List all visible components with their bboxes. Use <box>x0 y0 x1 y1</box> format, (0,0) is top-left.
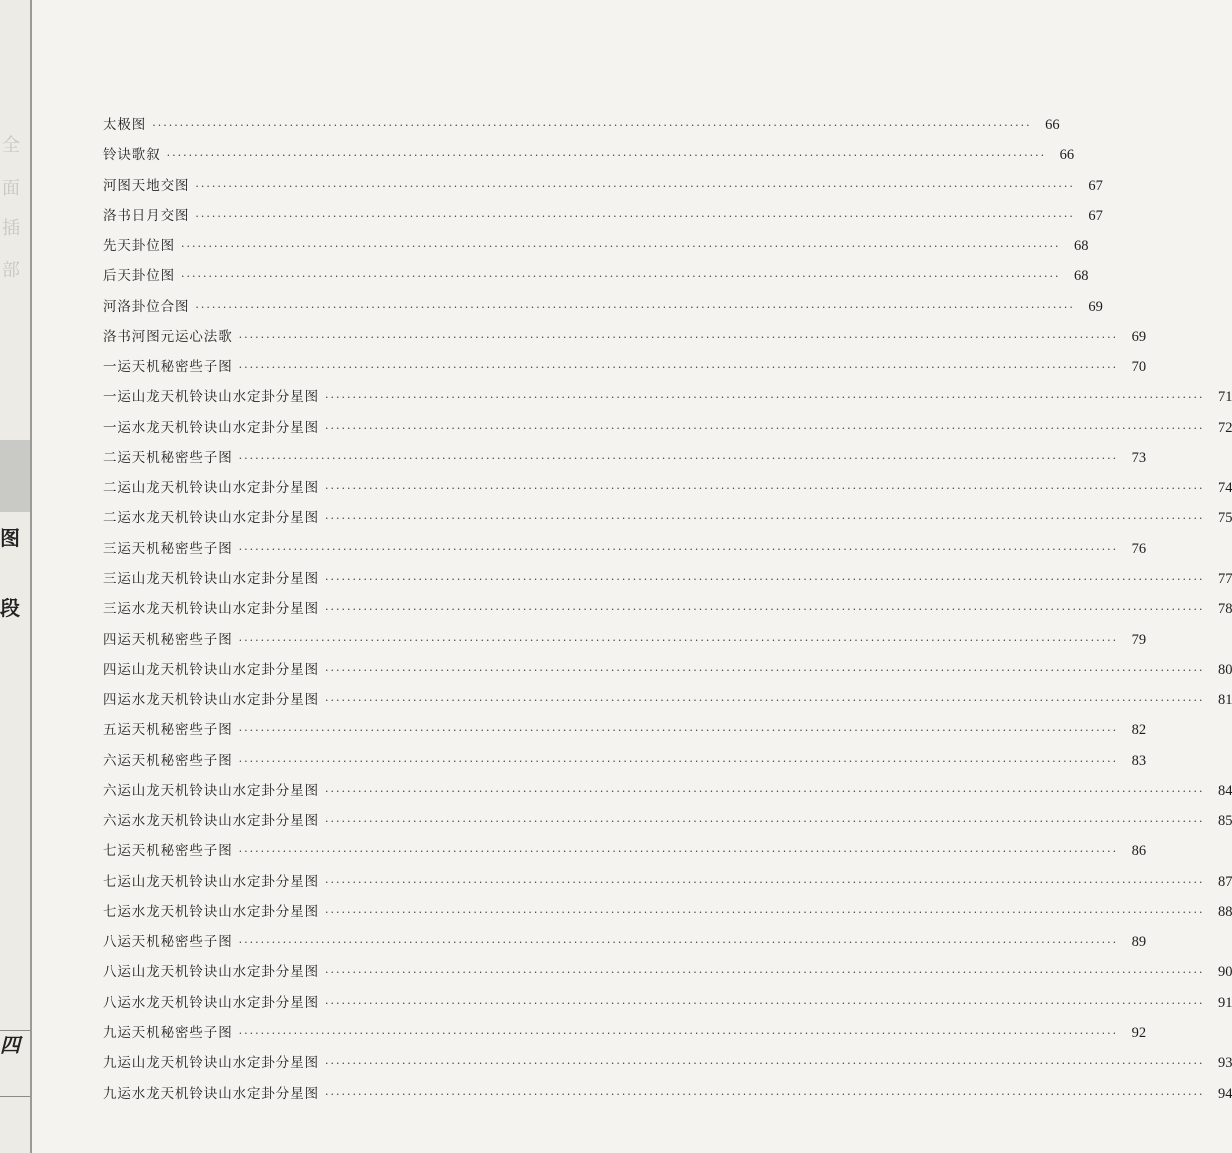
dot-leader: ································································································································································ <box>238 361 1119 375</box>
toc-entry[interactable] <box>103 957 1232 987</box>
toc-entry-title: 四运天机秘密些子图 <box>103 631 233 648</box>
dot-leader: ································································································································································ <box>238 1026 1119 1040</box>
toc-entry[interactable] <box>103 413 1232 443</box>
dot-leader: ································································································································································ <box>238 754 1119 768</box>
toc-entry[interactable] <box>103 655 1232 685</box>
toc-entry[interactable] <box>103 564 1232 594</box>
dot-leader: ································································································································································ <box>325 663 1205 677</box>
toc-entry-title: 三运山龙天机铃诀山水定卦分星图 <box>103 570 319 587</box>
toc-entry-title: 七运天机秘密些子图 <box>103 843 233 860</box>
dot-leader: ································································································································································ <box>238 724 1119 738</box>
toc-entry-title: 八运水龙天机铃诀山水定卦分星图 <box>103 994 319 1011</box>
divider <box>0 1096 30 1097</box>
toc-entry-page-number: 90 <box>1217 964 1232 981</box>
toc-entry-page-number: 74 <box>1217 480 1232 497</box>
toc-entry[interactable] <box>103 443 1147 473</box>
toc-entry-page-number: 77 <box>1217 570 1232 587</box>
margin-char: 段 <box>0 596 20 620</box>
toc-entry[interactable] <box>103 171 1103 201</box>
ghost-char: 部 <box>2 260 20 281</box>
toc-entry[interactable] <box>103 292 1103 322</box>
margin-char: 图 <box>0 526 20 550</box>
toc-entry[interactable] <box>103 231 1089 261</box>
toc-entry-title: 后天卦位图 <box>103 268 175 285</box>
dot-leader: ································································································································································ <box>325 603 1205 617</box>
toc-entry[interactable] <box>103 988 1232 1018</box>
toc-entry-title: 洛书日月交图 <box>103 207 190 224</box>
toc-entry-page-number: 88 <box>1217 903 1232 920</box>
toc-entry[interactable] <box>103 110 1060 140</box>
dot-leader: ································································································································································ <box>325 815 1205 829</box>
toc-entry[interactable] <box>103 322 1147 352</box>
dot-leader: ································································································································································ <box>325 694 1205 708</box>
toc-entry[interactable] <box>103 261 1089 291</box>
toc-entry[interactable] <box>103 715 1147 745</box>
toc-entry-title: 五运天机秘密些子图 <box>103 722 233 739</box>
toc-entry[interactable] <box>103 503 1232 533</box>
toc-entry-page-number: 68 <box>1073 268 1089 285</box>
toc-entry-page-number: 86 <box>1131 843 1147 860</box>
dot-leader: ································································································································································ <box>195 179 1075 193</box>
adjacent-page-edge <box>0 0 32 1153</box>
toc-entry-page-number: 89 <box>1131 934 1147 951</box>
dot-leader: ································································································································································ <box>325 1087 1205 1101</box>
toc-entry-title: 河图天地交图 <box>103 177 190 194</box>
dot-leader: ································································································································································ <box>325 966 1205 980</box>
toc-entry-page-number: 78 <box>1217 601 1232 618</box>
toc-entry-title: 七运山龙天机铃诀山水定卦分星图 <box>103 873 319 890</box>
toc-entry-page-number: 76 <box>1131 540 1147 557</box>
toc-entry[interactable] <box>103 776 1232 806</box>
toc-entry-title: 九运水龙天机铃诀山水定卦分星图 <box>103 1085 319 1102</box>
toc-entry-page-number: 80 <box>1217 661 1232 678</box>
toc-entry-title: 九运山龙天机铃诀山水定卦分星图 <box>103 1055 319 1072</box>
dot-leader: ································································································································································ <box>238 936 1119 950</box>
toc-entry[interactable] <box>103 927 1147 957</box>
toc-entry[interactable] <box>103 685 1232 715</box>
toc-entry-page-number: 81 <box>1217 692 1232 709</box>
toc-entry-page-number: 66 <box>1045 117 1060 133</box>
toc-entry-page-number: 75 <box>1217 510 1232 527</box>
toc-entry-page-number: 72 <box>1217 419 1232 436</box>
toc-entry[interactable] <box>103 867 1232 897</box>
toc-entry-title: 三运天机秘密些子图 <box>103 540 233 557</box>
toc-entry-page-number: 69 <box>1131 328 1147 345</box>
dot-leader: ································································································································································ <box>195 300 1075 314</box>
toc-entry-title: 洛书河图元运心法歌 <box>103 328 233 345</box>
toc-entry-page-number: 91 <box>1217 994 1232 1011</box>
toc-entry[interactable] <box>103 473 1232 503</box>
dot-leader: ································································································································································ <box>152 119 1032 132</box>
toc-entry-page-number: 84 <box>1217 782 1232 799</box>
toc-entry[interactable] <box>103 746 1147 776</box>
dot-leader: ································································································································································ <box>238 451 1119 465</box>
toc-entry-page-number: 67 <box>1088 177 1103 194</box>
toc-entry[interactable] <box>103 1018 1147 1048</box>
toc-entry-page-number: 93 <box>1217 1055 1232 1072</box>
toc-entry[interactable] <box>103 140 1075 170</box>
dot-leader: ································································································································································ <box>325 1057 1205 1071</box>
toc-entry-title: 四运山龙天机铃诀山水定卦分星图 <box>103 661 319 678</box>
dot-leader: ································································································································································ <box>325 784 1205 798</box>
toc-entry-title: 一运山龙天机铃诀山水定卦分星图 <box>103 389 319 406</box>
toc-entry-title: 二运山龙天机铃诀山水定卦分星图 <box>103 480 319 497</box>
dot-leader: ································································································································································ <box>325 996 1205 1010</box>
dot-leader: ································································································································································ <box>166 149 1047 163</box>
toc-entry-title: 河洛卦位合图 <box>103 298 190 315</box>
toc-entry[interactable] <box>103 1079 1232 1109</box>
ghost-char: 全 <box>2 135 20 156</box>
dot-leader: ································································································································································ <box>325 875 1205 889</box>
toc-entry-page-number: 82 <box>1131 722 1147 739</box>
table-of-contents <box>103 110 1232 1109</box>
dot-leader: ································································································································································ <box>195 209 1075 223</box>
toc-entry-page-number: 83 <box>1131 752 1147 769</box>
toc-entry-title: 八运山龙天机铃诀山水定卦分星图 <box>103 964 319 981</box>
toc-entry-title: 九运天机秘密些子图 <box>103 1024 233 1041</box>
toc-entry-title: 六运山龙天机铃诀山水定卦分星图 <box>103 782 319 799</box>
margin-char: 四 <box>0 1033 20 1057</box>
toc-entry[interactable] <box>103 836 1147 866</box>
toc-entry-page-number: 66 <box>1059 147 1075 164</box>
toc-entry-title: 六运水龙天机铃诀山水定卦分星图 <box>103 813 319 830</box>
toc-entry-title: 七运水龙天机铃诀山水定卦分星图 <box>103 903 319 920</box>
ghost-char: 面 <box>2 178 20 199</box>
toc-entry-page-number: 85 <box>1217 813 1232 830</box>
toc-entry-page-number: 69 <box>1088 298 1103 315</box>
toc-entry-title: 一运天机秘密些子图 <box>103 359 233 376</box>
toc-entry-title: 太极图 <box>103 117 147 133</box>
toc-entry-page-number: 79 <box>1131 631 1147 648</box>
dot-leader: ································································································································································ <box>325 905 1205 919</box>
toc-entry-title: 铃诀歌叙 <box>103 147 161 164</box>
toc-entry-page-number: 68 <box>1073 238 1089 255</box>
toc-entry-page-number: 71 <box>1217 389 1232 406</box>
toc-entry[interactable] <box>103 625 1147 655</box>
ghost-char: 插 <box>2 218 20 239</box>
dot-leader: ································································································································································ <box>238 845 1119 859</box>
divider <box>0 1030 30 1031</box>
toc-entry[interactable] <box>103 382 1232 412</box>
dot-leader: ································································································································································ <box>325 421 1205 435</box>
dot-leader: ································································································································································ <box>325 482 1205 496</box>
toc-entry-title: 二运天机秘密些子图 <box>103 449 233 466</box>
dot-leader: ································································································································································ <box>238 330 1119 344</box>
dot-leader: ································································································································································ <box>325 391 1205 405</box>
toc-entry[interactable] <box>103 534 1147 564</box>
toc-entry-title: 三运水龙天机铃诀山水定卦分星图 <box>103 601 319 618</box>
dot-leader: ································································································································································ <box>181 270 1061 284</box>
toc-entry-page-number: 67 <box>1088 207 1103 224</box>
toc-entry-title: 二运水龙天机铃诀山水定卦分星图 <box>103 510 319 527</box>
dot-leader: ································································································································································ <box>238 633 1119 647</box>
toc-entry[interactable] <box>103 806 1232 836</box>
toc-entry[interactable] <box>103 201 1103 231</box>
toc-entry-title: 八运天机秘密些子图 <box>103 934 233 951</box>
toc-entry-title: 四运水龙天机铃诀山水定卦分星图 <box>103 692 319 709</box>
dot-leader: ································································································································································ <box>325 512 1205 526</box>
toc-entry-page-number: 87 <box>1217 873 1232 890</box>
dot-leader: ································································································································································ <box>325 572 1205 586</box>
toc-entry-page-number: 92 <box>1131 1024 1147 1041</box>
toc-entry-page-number: 94 <box>1217 1085 1232 1102</box>
toc-entry[interactable] <box>103 1048 1232 1078</box>
shaded-block <box>0 440 30 512</box>
toc-entry-title: 一运水龙天机铃诀山水定卦分星图 <box>103 419 319 436</box>
toc-entry[interactable] <box>103 352 1147 382</box>
toc-entry-page-number: 70 <box>1131 359 1147 376</box>
toc-entry-page-number: 73 <box>1131 449 1147 466</box>
toc-entry-title: 先天卦位图 <box>103 238 175 255</box>
toc-entry-title: 六运天机秘密些子图 <box>103 752 233 769</box>
toc-entry[interactable] <box>103 594 1232 624</box>
dot-leader: ································································································································································ <box>238 542 1119 556</box>
dot-leader: ································································································································································ <box>181 240 1061 254</box>
toc-entry[interactable] <box>103 897 1232 927</box>
